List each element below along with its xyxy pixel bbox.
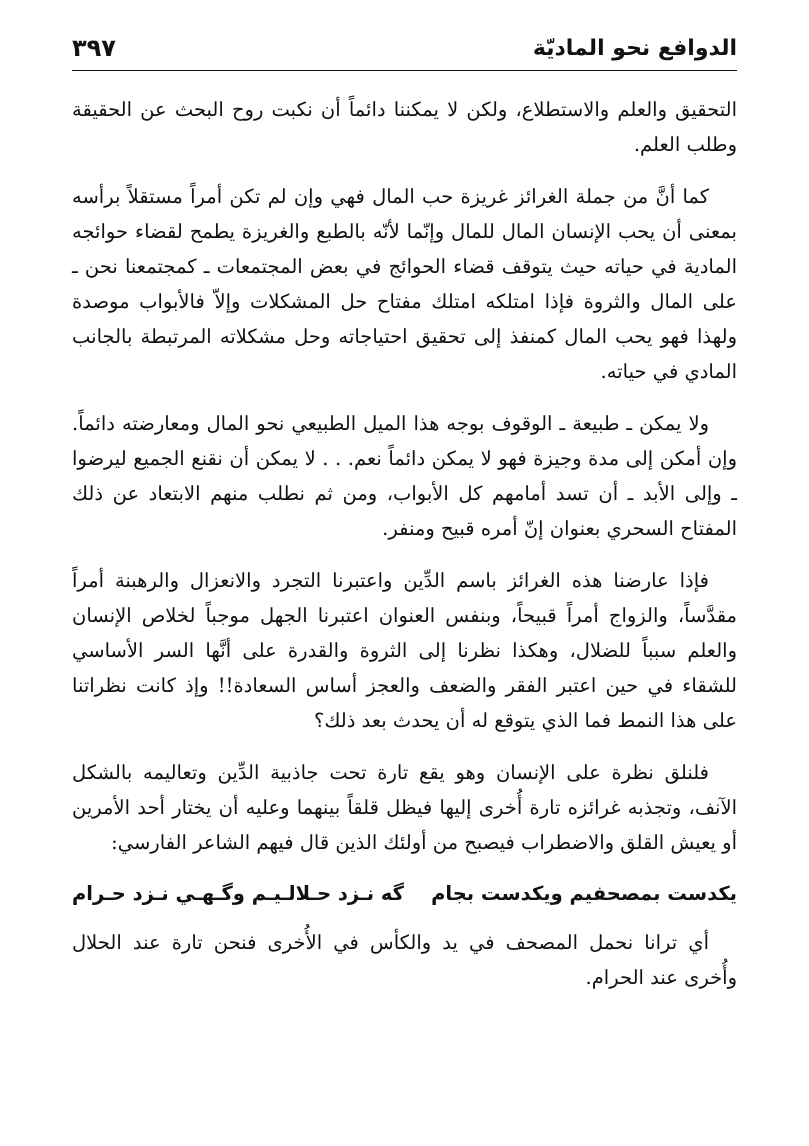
page-header bbox=[72, 28, 737, 68]
page-number: ٣٩٧ bbox=[72, 34, 116, 62]
poem-hemistich-first: يكدست بمصحفيم ويكدست بجام bbox=[431, 882, 737, 905]
running-title: الدوافع نحو الماديّة bbox=[532, 35, 737, 61]
poem-verse bbox=[72, 877, 737, 911]
poem-hemistich-second: گه نـزد حـلالـيـم وگـهـي نـزد حـرام bbox=[72, 882, 405, 905]
paragraph: كما أنَّ من جملة الغرائز غريزة حب المال فهي وإن لم تكن أمراً مستقلاً برأسه بمعنى أن يحب الإنسان المال للمال وإنّما لأنّه بالطبع والغريزة يطمح لقضاء حوائجه المادية في حياته حيث يتوقف قضاء الحوائج في بعض المجتمعات ـ كمجتمعنا نحن ـ على المال والثروة فإذا امتلكه امتلك مفتاح حل المشكلات وإلاّ فالأبواب موصدة ولهذا فهو يحب المال كمنفذ إلى تحقيق احتياجاته وحل مشكلاته المرتبطة بالجانب المادي في حياته. bbox=[72, 185, 737, 383]
paragraph: فلنلق نظرة على الإنسان وهو يقع تارة تحت جاذبية الدِّين وتعاليمه بالشكل الآنف، وتجذبه غرائزه تارة أُخرى إليها فيظل قلقاً بينهما وعليه أن يختار أحد الأمرين أو يعيش القلق والاضطراب فيصبح من أولئك الذين قال فيهم الشاعر الفارسي: bbox=[72, 761, 737, 854]
paragraph: التحقيق والعلم والاستطلاع، ولكن لا يمكننا دائماً أن نكبت روح البحث عن الحقيقة وطلب العلم. bbox=[72, 98, 737, 156]
body-text bbox=[72, 92, 737, 1012]
closing-paragraph: أي ترانا نحمل المصحف في يد والكأس في الأُخرى فنحن تارة عند الحلال وأُخرى عند الحرام. bbox=[72, 931, 737, 989]
paragraph: فإذا عارضنا هذه الغرائز باسم الدِّين واعتبرنا التجرد والانعزال والرهبنة أمراً مقدَّساً، والزواج أمراً قبيحاً، وبنفس العنوان اعتبرنا الجهل موجباً لخلاص الإنسان والعلم سبباً للضلال، وهكذا نظرنا إلى الثروة والقدرة على أنَّها السر الأساسي للشقاء في حين اعتبر الفقر والضعف والعجز أساس السعادة!! وإذ كانت نظراتنا على هذا النمط فما الذي يتوقع له أن يحدث بعد ذلك؟ bbox=[72, 569, 737, 732]
header-rule bbox=[72, 70, 737, 71]
paragraph: ولا يمكن ـ طبيعة ـ الوقوف بوجه هذا الميل الطبيعي نحو المال ومعارضته دائماً. وإن أمكن إلى مدة وجيزة فهو لا يمكن دائماً نعم. . . لا يمكن أن نقنع الجميع ليرضوا ـ وإلى الأبد ـ أن تسد أمامهم كل الأبواب، ومن ثم نطلب منهم الابتعاد عن ذلك المفتاح السحري بعنوان إنّ أمره قبيح ومنفر. bbox=[72, 412, 737, 540]
